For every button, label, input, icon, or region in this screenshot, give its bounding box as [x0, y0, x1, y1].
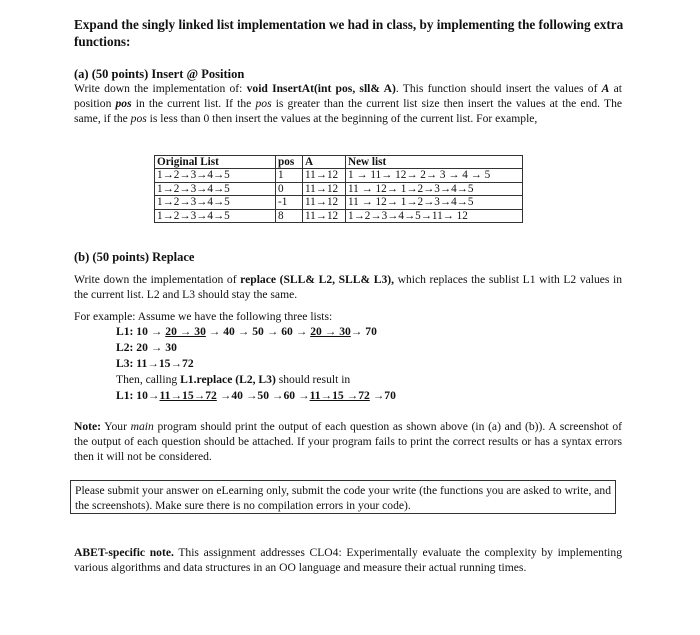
table-header-row [155, 156, 523, 169]
table-row: 1→2→3→4→5 1 11→12 1 → 11→ 12→ 2→ 3 → 4 → 5 [155, 169, 523, 182]
example-l1: L1: 10 → 20 → 30 → 40 → 50 → 60 → 20 → 30→ 70 [116, 325, 377, 338]
part-b-description: Write down the implementation of replace (SLL& L2, SLL& L3), which replaces the sublist L1 with L2 values in the current list. L2 and L3 should stay the same. [74, 273, 622, 302]
abet-note: ABET-specific note. This assignment addresses CLO4: Experimentally evaluate the complexity by implementing various algorithms and data structures in an OO language and measure their actual running times. [74, 546, 622, 575]
table-row: 1→2→3→4→5 0 11→12 11 → 12→ 1→2→3→4→5 [155, 182, 523, 195]
assignment-heading: Expand the singly linked list implementation we had in class, by implementing the following extra functions: [74, 17, 624, 49]
note-paragraph: Note: Your main program should print the output of each question as shown above (in (a) and (b)). A screenshot of the output of each question should be attached. If your program fails to print the correct results or has a syntax errors then it will not be considered. [74, 420, 622, 464]
insertat-signature: void InsertAt(int pos, sll& A) [246, 82, 396, 95]
part-b-title: (b) (50 points) Replace [74, 250, 195, 264]
example-l2: L2: 20 → 30 [116, 341, 177, 354]
col-pos: pos [276, 156, 303, 169]
col-a: A [303, 156, 346, 169]
part-a-title: (a) (50 points) Insert @ Position [74, 67, 245, 81]
for-example-line: For example: Assume we have the following three lists: [74, 310, 333, 323]
example-result: L1: 10→11→15→72 →40 →50 →60 →11→15 →72 →70 [116, 389, 396, 402]
insert-examples-table [154, 155, 523, 223]
col-new-list: New list [346, 156, 523, 169]
table-row: 1→2→3→4→5 8 11→12 1→2→3→4→5→11→ 12 [155, 209, 523, 222]
table-row: 1→2→3→4→5 -1 11→12 11 → 12→ 1→2→3→4→5 [155, 196, 523, 209]
example-then-line: Then, calling L1.replace (L2, L3) should result in [116, 373, 351, 386]
replace-signature: replace (SLL& L2, SLL& L3), [240, 273, 395, 286]
example-l3: L3: 11→15→72 [116, 357, 194, 370]
submission-notice-box: Please submit your answer on eLearning only, submit the code your write (the functions you are asked to write, and the screenshots). Make sure there is no compilation errors in your code). [70, 480, 616, 514]
col-original-list: Original List [155, 156, 276, 169]
part-a-description: Write down the implementation of: void InsertAt(int pos, sll& A). This function should insert the values of A at position pos in the current list. If the pos is greater than the current list size then insert the values at the end. The same, if the pos is less than 0 then insert the values at the beginning of the current list. For example, [74, 82, 623, 126]
